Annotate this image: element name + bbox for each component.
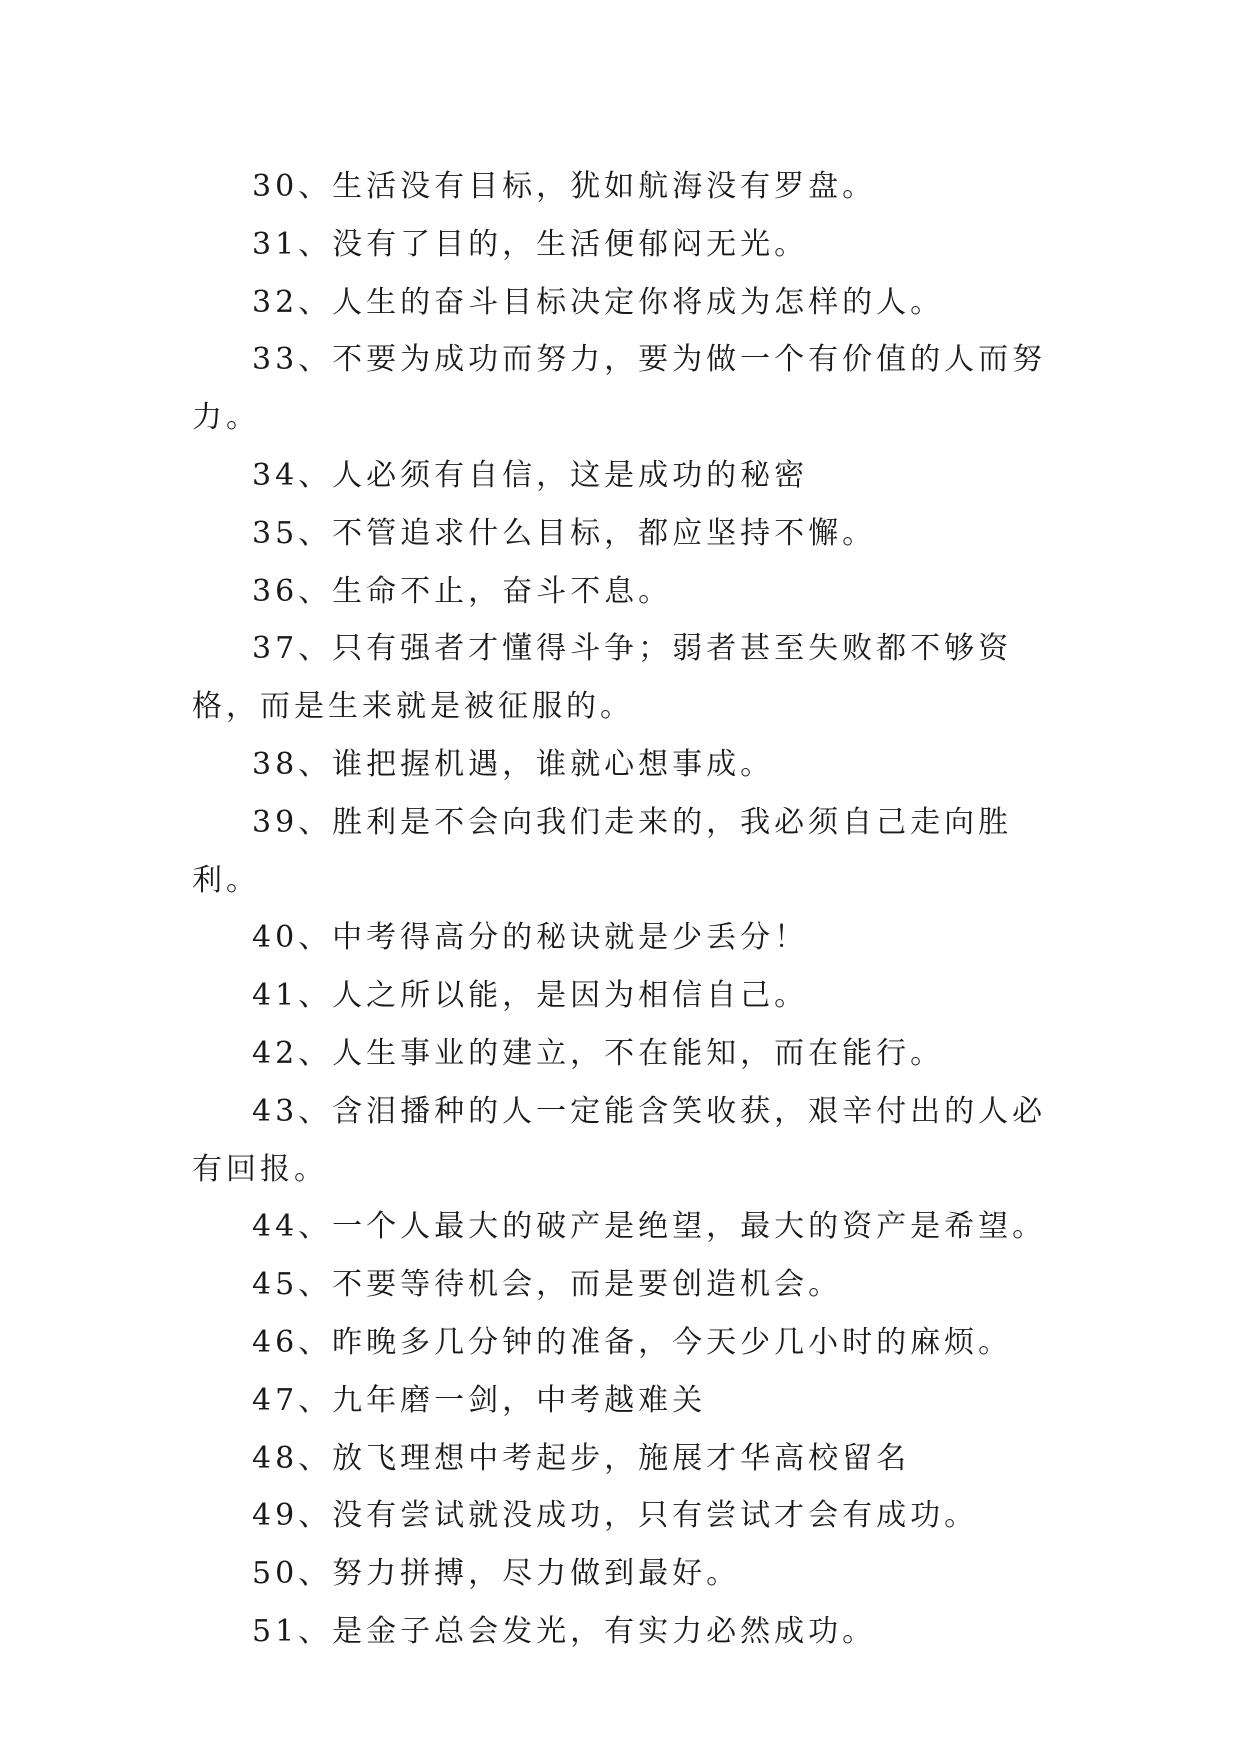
paragraph: 48、放飞理想中考起步，施展才华高校留名	[252, 1440, 911, 1476]
paragraph: 41、人之所以能，是因为相信自己。	[252, 978, 809, 1014]
paragraph: 47、九年磨一剑，中考越难关	[252, 1382, 707, 1418]
paragraph: 31、没有了目的，生活便郁闷无光。	[252, 226, 809, 262]
paragraph: 32、人生的奋斗目标决定你将成为怎样的人。	[252, 284, 945, 320]
paragraph: 30、生活没有目标，犹如航海没有罗盘。	[252, 169, 877, 204]
paragraph: 35、不管追求什么目标，都应坚持不懈。	[252, 515, 877, 551]
paragraph: 49、没有尝试就没成功，只有尝试才会有成功。	[252, 1498, 979, 1534]
paragraph: 51、是金子总会发光，有实力必然成功。	[252, 1613, 877, 1649]
paragraph: 38、谁把握机遇，谁就心想事成。	[252, 746, 775, 782]
paragraph: 39、胜利是不会向我们走来的，我必须自己走向胜利。	[192, 804, 1013, 898]
paragraph: 44、一个人最大的破产是绝望，最大的资产是希望。	[252, 1209, 1047, 1245]
paragraph: 40、中考得高分的秘诀就是少丢分！	[252, 920, 809, 956]
paragraph: 43、含泪播种的人一定能含笑收获，艰辛付出的人必有回报。	[192, 1093, 1047, 1187]
paragraph: 46、昨晚多几分钟的准备，今天少几小时的麻烦。	[252, 1324, 1013, 1360]
paragraph: 42、人生事业的建立，不在能知，而在能行。	[252, 1035, 945, 1071]
paragraph: 33、不要为成功而努力，要为做一个有价值的人而努力。	[192, 342, 1047, 436]
paragraph: 34、人必须有自信，这是成功的秘密	[252, 457, 809, 493]
paragraph: 36、生命不止，奋斗不息。	[252, 573, 673, 609]
paragraph: 37、只有强者才懂得斗争；弱者甚至失败都不够资格，而是生来就是被征服的。	[192, 631, 1013, 725]
document-body	[192, 158, 1072, 1661]
paragraph: 50、努力拼搏，尽力做到最好。	[252, 1556, 741, 1592]
paragraph: 45、不要等待机会，而是要创造机会。	[252, 1267, 843, 1303]
